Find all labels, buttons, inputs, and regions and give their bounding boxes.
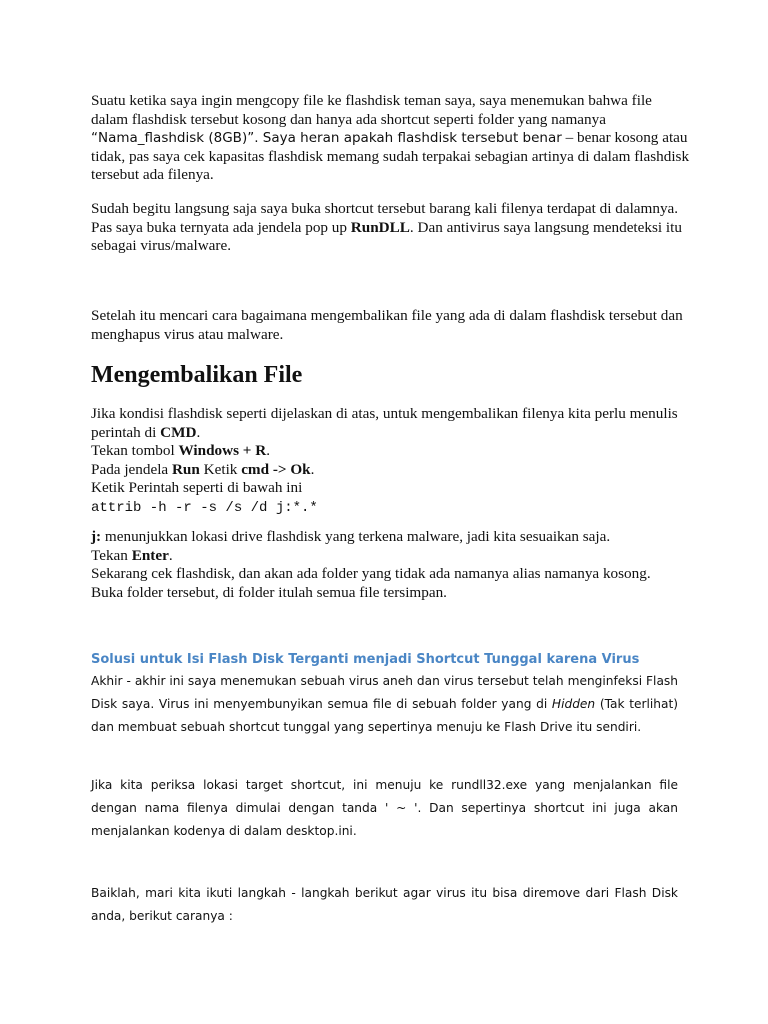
- intro-paragraph-1: [91, 92, 691, 185]
- attrib-command: attrib -h -r -s /s /d j:*.*: [91, 499, 318, 516]
- section-heading: Mengembalikan File: [91, 362, 303, 388]
- step-enter-text: Tekan: [91, 546, 132, 564]
- drive-letter-term: j:: [91, 528, 102, 545]
- windows-r-term: Windows + R: [178, 442, 267, 459]
- cmd-term: CMD: [160, 423, 197, 441]
- drive-letter-text: menunjukkan lokasi drive flashdisk yang terkena malware, jadi kita sesuaikan saja.: [101, 528, 611, 545]
- step-enter-period: .: [168, 546, 173, 564]
- solution-p1-text: Akhir - akhir ini saya menemukan sebuah virus aneh dan virus tersebut telah menginfeksi Flash Disk saya. Virus ini menyembunyikan semua file di sebuah folder yang di: [91, 674, 678, 711]
- intro-p1-tail: – benar kosong atau tidak, pas saya cek kapasitas flashdisk memang sudah terpakai sebagian artinya di dalam flashdisk tersebut ada filenya.: [91, 129, 690, 183]
- step-open-text: Buka folder tersebut, di folder itulah semua file tersimpan.: [91, 583, 447, 601]
- solution-paragraph-2: Jika kita periksa lokasi target shortcut, ini menuju ke rundll32.exe yang menjalankan file dengan nama filenya dimulai dengan tanda ' ~ '. Dan sepertinya shortcut ini juga akan menjalankan kodenya di dalam desktop.ini.: [91, 778, 678, 838]
- intro-p1-quote: “Nama_flashdisk (8GB)”. Saya heran apakah flashdisk tersebut benar: [91, 130, 562, 146]
- enter-term: Enter: [131, 546, 169, 564]
- intro-paragraph-2: [91, 200, 691, 256]
- solution-heading: Solusi untuk Isi Flash Disk Terganti menjadi Shortcut Tunggal karena Virus: [91, 652, 640, 667]
- intro-p2-tail: . Dan antivirus saya langsung mendeteksi itu sebagai virus/malware.: [91, 218, 682, 254]
- step-intro-period: .: [196, 423, 201, 441]
- intro-paragraph-3: Setelah itu mencari cara bagaimana mengembalikan file yang ada di dalam flashdisk tersebut dan menghapus virus atau malware.: [91, 307, 683, 343]
- run-term: Run: [171, 460, 200, 478]
- step-window-text: Pada jendela: [91, 460, 172, 478]
- steps-block: [91, 405, 691, 517]
- solution-paragraph-3: Baiklah, mari kita ikuti langkah - langkah berikut agar virus itu bisa diremove dari Flash Disk anda, berikut caranya :: [91, 886, 678, 923]
- step-press-period: .: [266, 442, 271, 459]
- intro-p2-text: Sudah begitu langsung saja saya buka shortcut tersebut barang kali filenya terdapat di dalamnya. Pas saya buka ternyata ada jendela pop up: [91, 200, 679, 236]
- solution-p1-tail: (Tak terlihat) dan membuat sebuah shortcut tunggal yang sepertinya menuju ke Flash Drive itu sendiri.: [91, 697, 678, 734]
- step-type-text: Ketik: [199, 460, 242, 478]
- step-intro-text: Jika kondisi flashdisk seperti dijelaskan di atas, untuk mengembalikan filenya kita perlu menulis perintah di: [91, 405, 678, 441]
- cmd-ok-term: cmd -> Ok: [241, 460, 311, 478]
- step-command-intro: Ketik Perintah seperti di bawah ini: [91, 479, 303, 496]
- steps-block-2: [91, 528, 691, 602]
- intro-p1-text: Suatu ketika saya ingin mengcopy file ke flashdisk teman saya, saya menemukan bahwa file dalam flashdisk tersebut kosong dan hanya ada shortcut seperti folder yang namanya: [91, 92, 652, 128]
- step-window-period: .: [310, 460, 315, 478]
- rundll-term: RunDLL: [350, 218, 410, 236]
- step-press-text: Tekan tombol: [91, 442, 179, 459]
- step-check-text: Sekarang cek flashdisk, dan akan ada folder yang tidak ada namanya alias namanya kosong.: [91, 565, 651, 582]
- solution-paragraph-1: [91, 670, 678, 739]
- hidden-term: Hidden: [551, 697, 596, 711]
